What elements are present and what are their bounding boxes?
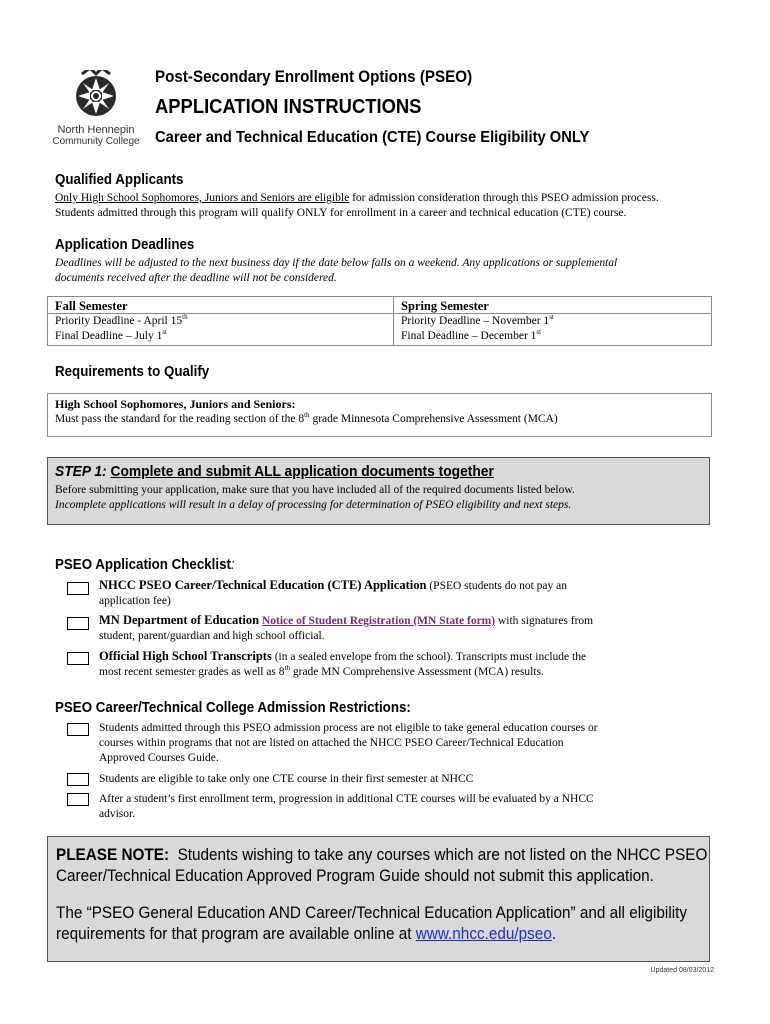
checklist-checkbox-transcripts[interactable]: [67, 652, 89, 665]
pseo-website-link[interactable]: www.nhcc.edu/pseo: [415, 924, 552, 943]
note-line3: The “PSEO General Education AND Career/Technical Education Application” and all eligibility: [56, 903, 688, 922]
restriction-item-3: [99, 792, 709, 822]
notice-of-registration-link[interactable]: Notice of Student Registration (MN State form): [261, 615, 496, 627]
note-line1-text: Students wishing to take any courses which are not listed on the NHCC PSEO: [169, 845, 708, 864]
checklist-item3-bold: Official High School Transcripts: [99, 649, 272, 663]
checklist-item1-bold: NHCC PSEO Career/Technical Education (CTE) Application: [99, 578, 427, 592]
spring-header: Spring Semester: [394, 297, 712, 314]
checklist-item2-text: with signatures from: [495, 615, 594, 627]
restrictions-heading: PSEO Career/Technical College Admission Restrictions:: [55, 700, 411, 716]
restriction3-line2: advisor.: [99, 808, 136, 820]
step1-line2: Incomplete applications will result in a delay of processing for determination of PSEO eligibility and next steps.: [55, 499, 572, 511]
requirements-box-text: [55, 412, 704, 427]
note-line2: Career/Technical Education Approved Program Guide should not submit this application.: [56, 866, 654, 885]
restriction-item-1: [99, 721, 709, 766]
header-program-title: Post-Secondary Enrollment Options (PSEO): [155, 68, 473, 86]
step1-title-text: Complete and submit ALL application documents together: [110, 463, 494, 480]
checklist-heading-colon: :: [230, 557, 235, 573]
fall-final: [48, 329, 393, 344]
restriction2-line1: Students are eligible to take only one CTE course in their first semester at NHCC: [99, 773, 474, 785]
checklist-item-mde-notice: [99, 613, 709, 644]
requirements-heading: Requirements to Qualify: [55, 364, 210, 380]
checklist-item-cte-application: [99, 578, 709, 609]
checklist-heading: [55, 557, 235, 573]
qualified-rest: for admission consideration through this PSEO admission process.: [349, 192, 659, 204]
qualified-line1: [55, 191, 725, 206]
checklist-heading-text: PSEO Application Checklist: [55, 557, 231, 573]
spring-priority-sup: st: [549, 313, 554, 322]
checklist-item-transcripts: [99, 649, 709, 680]
step1-title: [55, 463, 650, 480]
qualified-line2: Students admitted through this program will qualify ONLY for enrollment in a career and technical education (CTE) course.: [55, 207, 627, 219]
checklist-item2-line2: student, parent/guardian and high school official.: [99, 630, 325, 642]
checklist-item1-text: (PSEO students do not pay an: [426, 580, 568, 592]
spring-final: [394, 329, 712, 344]
requirements-box: [47, 393, 712, 437]
checklist-item3-sup: th: [284, 664, 290, 673]
checklist-item3-text: (in a sealed envelope from the school). Transcripts must include the: [271, 651, 587, 663]
note-line4: [56, 923, 637, 944]
deadlines-note-line2: documents received after the deadline will not be considered.: [55, 272, 337, 284]
checklist-checkbox-mde-notice[interactable]: [67, 617, 89, 630]
checklist-item1-line2: application fee): [99, 595, 171, 607]
checklist-checkbox-cte-application[interactable]: [67, 582, 89, 595]
header-subtitle: Career and Technical Education (CTE) Course Eligibility ONLY: [155, 129, 590, 146]
qualified-text: [55, 191, 725, 221]
spring-priority-text: Priority Deadline – November 1: [401, 315, 550, 327]
note-label: PLEASE NOTE:: [56, 845, 170, 864]
restriction3-line1: After a student’s first enrollment term, progression in additional CTE courses will be evaluated by a NHCC: [99, 793, 594, 805]
fall-header: Fall Semester: [48, 297, 393, 314]
step1-label: STEP 1:: [55, 463, 107, 480]
deadlines-table: [47, 296, 712, 346]
spring-column: [394, 297, 712, 345]
restriction-item-2: [99, 772, 709, 787]
requirements-text-b: grade Minnesota Comprehensive Assessment (MCA): [309, 413, 558, 425]
restriction-checkbox-2[interactable]: [67, 773, 89, 786]
deadlines-heading: Application Deadlines: [55, 237, 195, 253]
fall-final-sup: st: [162, 328, 167, 337]
logo-name-line2: Community College: [52, 136, 140, 147]
fall-final-text: Final Deadline – July 1: [55, 330, 163, 342]
requirements-box-title: High School Sophomores, Juniors and Seniors:: [55, 397, 296, 411]
fall-column: [48, 297, 394, 345]
updated-date: Updated 08/03/2012: [650, 967, 714, 974]
deadlines-note-line1: Deadlines will be adjusted to the next business day if the date below falls on a weekend. Any applications or supplemental: [55, 257, 618, 269]
restriction1-line2: courses within programs that not are listed on attached the NHCC PSEO Career/Technical Education: [99, 737, 564, 749]
please-note-box: [47, 836, 710, 962]
step1-box: [47, 457, 710, 525]
checklist-item3-line2a: most recent semester grades as well as 8: [99, 666, 285, 678]
header-document-title: APPLICATION INSTRUCTIONS: [155, 96, 422, 118]
restriction-checkbox-1[interactable]: [67, 723, 89, 736]
spring-priority: [394, 314, 712, 329]
requirements-text-a: Must pass the standard for the reading section of the 8: [55, 413, 305, 425]
qualified-underlined: Only High School Sophomores, Juniors and Seniors are eligible: [55, 192, 350, 204]
college-name-logo: [48, 124, 144, 148]
qualified-heading: Qualified Applicants: [55, 172, 184, 188]
fall-priority: [48, 314, 393, 329]
note-line1: [56, 844, 708, 865]
restriction1-line1: Students admitted through this PSEO admission process are not eligible to take general education courses or: [99, 722, 598, 734]
fall-priority-sup: th: [182, 313, 188, 322]
note-period: .: [551, 924, 557, 943]
requirements-text-sup: th: [304, 411, 310, 420]
restriction-checkbox-3[interactable]: [67, 793, 89, 806]
restriction1-line3: Approved Courses Guide.: [99, 752, 219, 764]
deadlines-note: [55, 256, 725, 286]
checklist-item3-line2b: grade MN Comprehensive Assessment (MCA) results.: [290, 666, 544, 678]
step1-line1: Before submitting your application, make sure that you have included all of the required documents listed below.: [55, 484, 575, 496]
fall-priority-text: Priority Deadline - April 15: [55, 315, 183, 327]
logo-name-line1: North Hennepin: [57, 124, 135, 136]
note-line4-text: requirements for that program are available online at: [56, 924, 416, 943]
spring-final-text: Final Deadline – December 1: [401, 330, 537, 342]
checklist-item2-bold: MN Department of Education: [99, 613, 260, 627]
checklist-item3-line2: [99, 665, 709, 680]
spring-final-sup: st: [536, 328, 542, 337]
